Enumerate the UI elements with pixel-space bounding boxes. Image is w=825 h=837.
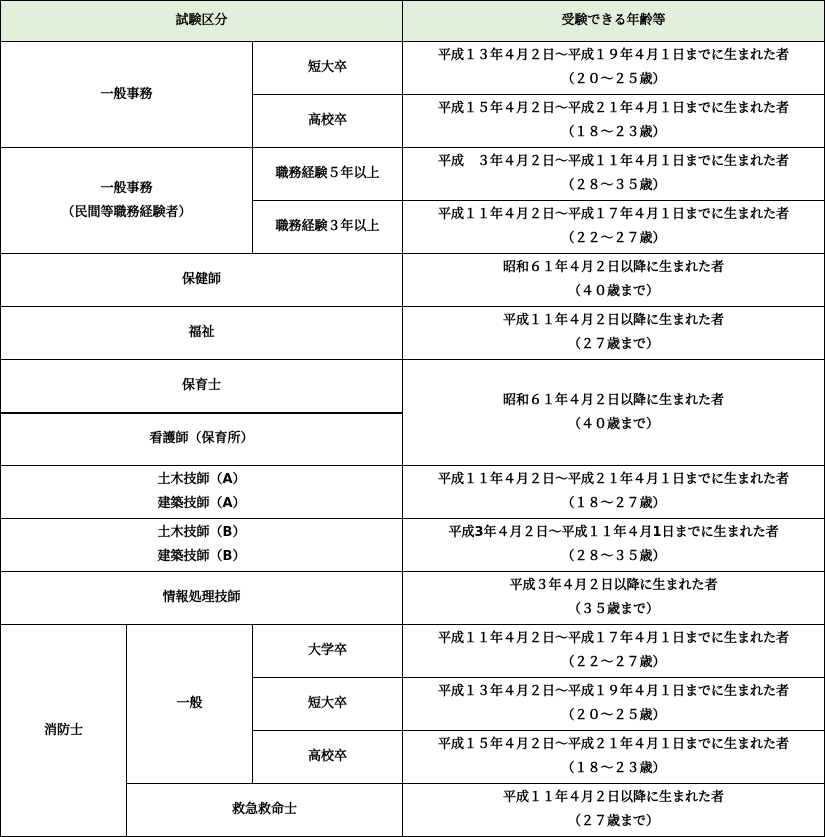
age-cell: [403, 466, 825, 519]
age-range-line: 平成１１年４月２日以降に生まれた者: [503, 313, 725, 328]
category-label: 建築技師（B）: [157, 549, 246, 564]
category-joho: 情報処理技師: [1, 572, 403, 625]
age-years-line: （２２～２７歳）: [561, 655, 666, 670]
header-category: 試験区分: [1, 1, 403, 42]
category-kangoshi: 看護師（保育所）: [1, 413, 403, 466]
sub-category-exp5: 職務経験５年以上: [253, 148, 403, 201]
category-shobo: 消防士: [1, 625, 127, 837]
sub-category-tandai: 短大卒: [253, 678, 403, 731]
age-range-line: 昭和６１年４月２日以降に生まれた者: [503, 260, 725, 275]
age-cell: [403, 307, 825, 360]
age-years-line: （２０～２５歳）: [561, 708, 666, 723]
category-ippan-jimu-minkan: [1, 148, 253, 254]
age-range-line: 平成3年４月２日～平成１１年４月1日までに生まれた者: [448, 525, 779, 540]
age-years-line: （３５歳まで）: [568, 602, 660, 617]
age-cell: [403, 678, 825, 731]
table-row: [1, 572, 825, 625]
age-cell: [403, 201, 825, 254]
age-range-line: 平成１１年４月２日～平成１７年４月１日までに生まれた者: [438, 631, 790, 646]
table-row: [1, 360, 825, 413]
table-row: [1, 307, 825, 360]
sub-category-exp3: 職務経験３年以上: [253, 201, 403, 254]
age-range-line: 平成 ３年４月２日～平成１１年４月１日までに生まれた者: [438, 154, 790, 169]
age-range-line: 平成１３年４月２日～平成１９年４月１日までに生まれた者: [438, 684, 790, 699]
age-years-line: （２７歳まで）: [568, 337, 660, 352]
age-range-line: 平成１５年４月２日～平成２１年４月１日までに生まれた者: [438, 737, 790, 752]
table-row: [1, 625, 825, 678]
age-range-line: 平成１５年４月２日～平成２１年４月１日までに生まれた者: [438, 101, 790, 116]
table-row: [1, 42, 825, 95]
category-doboku-a: [1, 466, 403, 519]
sub-category-koko: 高校卒: [253, 731, 403, 784]
header-row: [1, 1, 825, 42]
sub-category-kyukyu: 救急救命士: [127, 784, 403, 837]
category-hoikushi: 保育士: [1, 360, 403, 413]
age-cell: [403, 572, 825, 625]
age-years-line: （１８～２３歳）: [561, 125, 666, 140]
category-fukushi: 福祉: [1, 307, 403, 360]
age-years-line: （４０歳まで）: [568, 284, 660, 299]
category-ippan-jimu: 一般事務: [1, 42, 253, 148]
age-cell: [403, 42, 825, 95]
age-years-line: （１８～２７歳）: [561, 496, 666, 511]
sub-category-tandai: 短大卒: [253, 42, 403, 95]
age-cell: [403, 360, 825, 466]
age-range-line: 平成１１年４月２日以降に生まれた者: [503, 790, 725, 805]
table-row: [1, 466, 825, 519]
category-label: 建築技師（A）: [157, 496, 246, 511]
table-row: [1, 148, 825, 201]
header-age: 受験できる年齢等: [403, 1, 825, 42]
table-row: [1, 254, 825, 307]
age-cell: [403, 95, 825, 148]
age-cell: [403, 784, 825, 837]
age-years-line: （２７歳まで）: [568, 814, 660, 829]
age-range-line: 平成１１年４月２日～平成２１年４月１日までに生まれた者: [438, 472, 790, 487]
sub-category-shobo-ippan: 一般: [127, 625, 253, 784]
age-cell: [403, 254, 825, 307]
category-doboku-b: [1, 519, 403, 572]
age-years-line: （４０歳まで）: [568, 416, 660, 432]
age-years-line: （２８～３５歳）: [561, 178, 666, 193]
category-label: 土木技師（B）: [157, 525, 246, 540]
age-range-line: 平成１１年４月２日～平成１７年４月１日までに生まれた者: [438, 207, 790, 222]
age-range-line: 平成３年４月２日以降に生まれた者: [509, 578, 718, 593]
table-row: [1, 519, 825, 572]
category-note: （民間等職務経験者）: [61, 204, 192, 220]
age-years-line: （２２～２７歳）: [561, 231, 666, 246]
age-years-line: （２８～３５歳）: [561, 549, 666, 564]
age-cell: [403, 148, 825, 201]
age-cell: [403, 625, 825, 678]
age-range-line: 昭和６１年４月２日以降に生まれた者: [503, 392, 725, 408]
age-years-line: （１８～２３歳）: [561, 761, 666, 776]
sub-category-koko: 高校卒: [253, 95, 403, 148]
age-cell: [403, 519, 825, 572]
age-range-line: 平成１３年４月２日～平成１９年４月１日までに生まれた者: [438, 48, 790, 63]
category-label: 一般事務: [100, 180, 153, 196]
age-cell: [403, 731, 825, 784]
category-hokenshi: 保健師: [1, 254, 403, 307]
category-label: 土木技師（A）: [157, 472, 246, 487]
age-years-line: （２０～２５歳）: [561, 72, 666, 87]
sub-category-daigaku: 大学卒: [253, 625, 403, 678]
